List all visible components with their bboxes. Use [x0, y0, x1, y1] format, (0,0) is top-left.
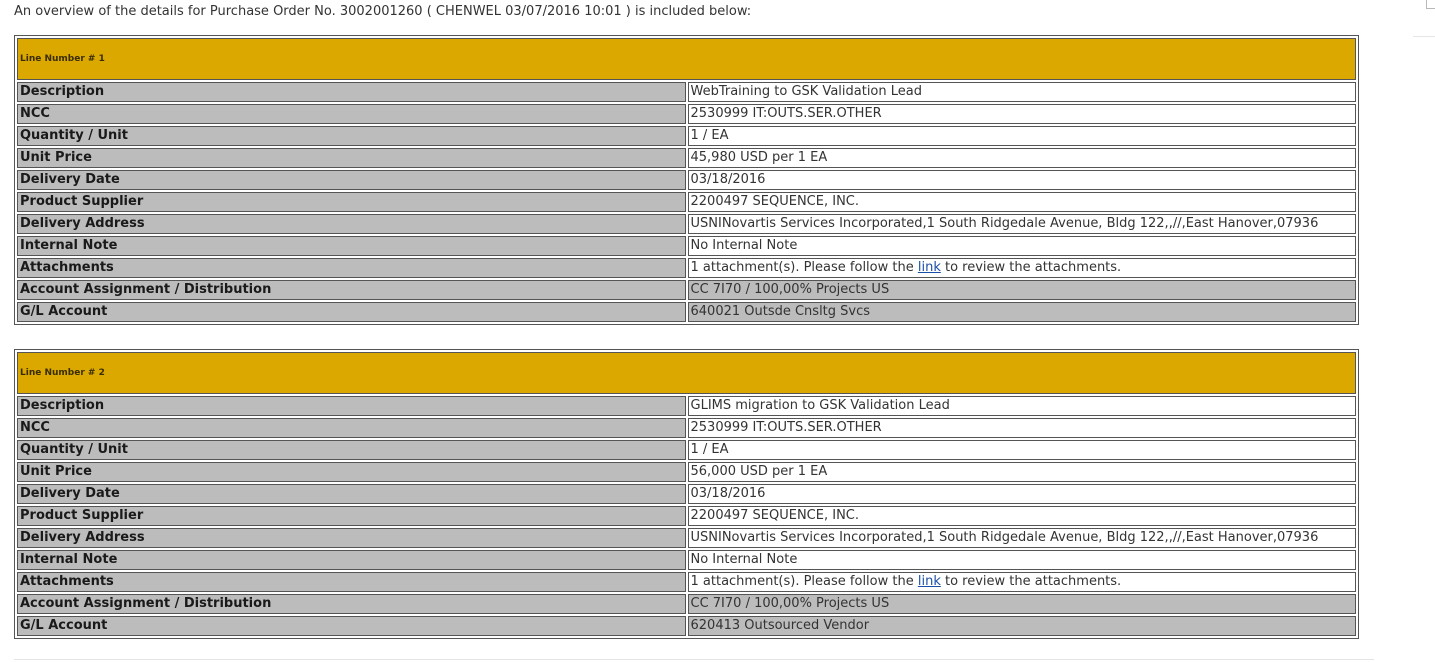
bottom-divider — [14, 659, 1374, 660]
line-item-header: Line Number # 2 — [17, 352, 1356, 394]
delivery-date-label: Delivery Date — [17, 484, 686, 504]
corner-expand-icon — [1426, 0, 1435, 9]
product-supplier-value: 2200497 SEQUENCE, INC. — [688, 192, 1357, 212]
detail-row-gl-account — [17, 302, 1356, 322]
attachments-link[interactable]: link — [917, 260, 941, 275]
description-value: GLIMS migration to GSK Validation Lead — [688, 396, 1357, 416]
detail-row-description — [17, 396, 1356, 416]
attachments-text-after: to review the attachments. — [940, 574, 1122, 589]
detail-row-delivery-date — [17, 484, 1356, 504]
description-label: Description — [17, 396, 686, 416]
detail-row-attachments — [17, 258, 1356, 278]
attachments-value — [688, 258, 1357, 278]
account-assignment-value: CC 7I70 / 100,00% Projects US — [688, 280, 1357, 300]
delivery-address-value: USNINovartis Services Incorporated,1 South Ridgedale Avenue, Bldg 122,,//,East Hanover,07936 — [688, 214, 1357, 234]
detail-row-gl-account — [17, 616, 1356, 636]
ncc-label: NCC — [17, 104, 686, 124]
detail-row-product-supplier — [17, 506, 1356, 526]
detail-row-unit-price — [17, 462, 1356, 482]
detail-row-account-assignment — [17, 280, 1356, 300]
quantity-label: Quantity / Unit — [17, 126, 686, 146]
attachments-value — [688, 572, 1357, 592]
attachments-text-before: 1 attachment(s). Please follow the — [690, 260, 918, 275]
delivery-date-value: 03/18/2016 — [688, 484, 1357, 504]
attachments-label: Attachments — [17, 258, 686, 278]
line-item-table — [14, 35, 1359, 325]
unit-price-label: Unit Price — [17, 462, 686, 482]
intro-text: An overview of the details for Purchase Order No. 3002001260 ( CHENWEL 03/07/2016 10:01 ) is included below: — [14, 4, 752, 19]
account-assignment-label: Account Assignment / Distribution — [17, 280, 686, 300]
gl-account-value: 620413 Outsourced Vendor — [688, 616, 1357, 636]
detail-row-delivery-address — [17, 214, 1356, 234]
line-item-header-row — [17, 38, 1356, 80]
detail-row-description — [17, 82, 1356, 102]
delivery-date-value: 03/18/2016 — [688, 170, 1357, 190]
side-divider — [1413, 36, 1435, 37]
internal-note-value: No Internal Note — [688, 236, 1357, 256]
delivery-address-label: Delivery Address — [17, 528, 686, 548]
delivery-date-label: Delivery Date — [17, 170, 686, 190]
line-item-header-row — [17, 352, 1356, 394]
attachments-label: Attachments — [17, 572, 686, 592]
attachments-text-before: 1 attachment(s). Please follow the — [690, 574, 918, 589]
detail-row-account-assignment — [17, 594, 1356, 614]
unit-price-value: 56,000 USD per 1 EA — [688, 462, 1357, 482]
detail-row-quantity — [17, 440, 1356, 460]
description-label: Description — [17, 82, 686, 102]
detail-row-ncc — [17, 104, 1356, 124]
unit-price-label: Unit Price — [17, 148, 686, 168]
detail-row-delivery-date — [17, 170, 1356, 190]
product-supplier-label: Product Supplier — [17, 192, 686, 212]
line-item-table — [14, 349, 1359, 639]
delivery-address-value: USNINovartis Services Incorporated,1 South Ridgedale Avenue, Bldg 122,,//,East Hanover,07936 — [688, 528, 1357, 548]
detail-row-internal-note — [17, 550, 1356, 570]
delivery-address-label: Delivery Address — [17, 214, 686, 234]
attachments-link[interactable]: link — [917, 574, 941, 589]
product-supplier-label: Product Supplier — [17, 506, 686, 526]
attachments-text-after: to review the attachments. — [940, 260, 1122, 275]
internal-note-value: No Internal Note — [688, 550, 1357, 570]
account-assignment-label: Account Assignment / Distribution — [17, 594, 686, 614]
detail-row-unit-price — [17, 148, 1356, 168]
unit-price-value: 45,980 USD per 1 EA — [688, 148, 1357, 168]
detail-row-product-supplier — [17, 192, 1356, 212]
quantity-value: 1 / EA — [688, 126, 1357, 146]
gl-account-label: G/L Account — [17, 302, 686, 322]
detail-row-delivery-address — [17, 528, 1356, 548]
gl-account-label: G/L Account — [17, 616, 686, 636]
internal-note-label: Internal Note — [17, 550, 686, 570]
detail-row-attachments — [17, 572, 1356, 592]
quantity-label: Quantity / Unit — [17, 440, 686, 460]
ncc-label: NCC — [17, 418, 686, 438]
account-assignment-value: CC 7I70 / 100,00% Projects US — [688, 594, 1357, 614]
detail-row-quantity — [17, 126, 1356, 146]
line-item-header: Line Number # 1 — [17, 38, 1356, 80]
gl-account-value: 640021 Outsde Cnsltg Svcs — [688, 302, 1357, 322]
ncc-value: 2530999 IT:OUTS.SER.OTHER — [688, 104, 1357, 124]
quantity-value: 1 / EA — [688, 440, 1357, 460]
description-value: WebTraining to GSK Validation Lead — [688, 82, 1357, 102]
detail-row-ncc — [17, 418, 1356, 438]
ncc-value: 2530999 IT:OUTS.SER.OTHER — [688, 418, 1357, 438]
product-supplier-value: 2200497 SEQUENCE, INC. — [688, 506, 1357, 526]
internal-note-label: Internal Note — [17, 236, 686, 256]
detail-row-internal-note — [17, 236, 1356, 256]
